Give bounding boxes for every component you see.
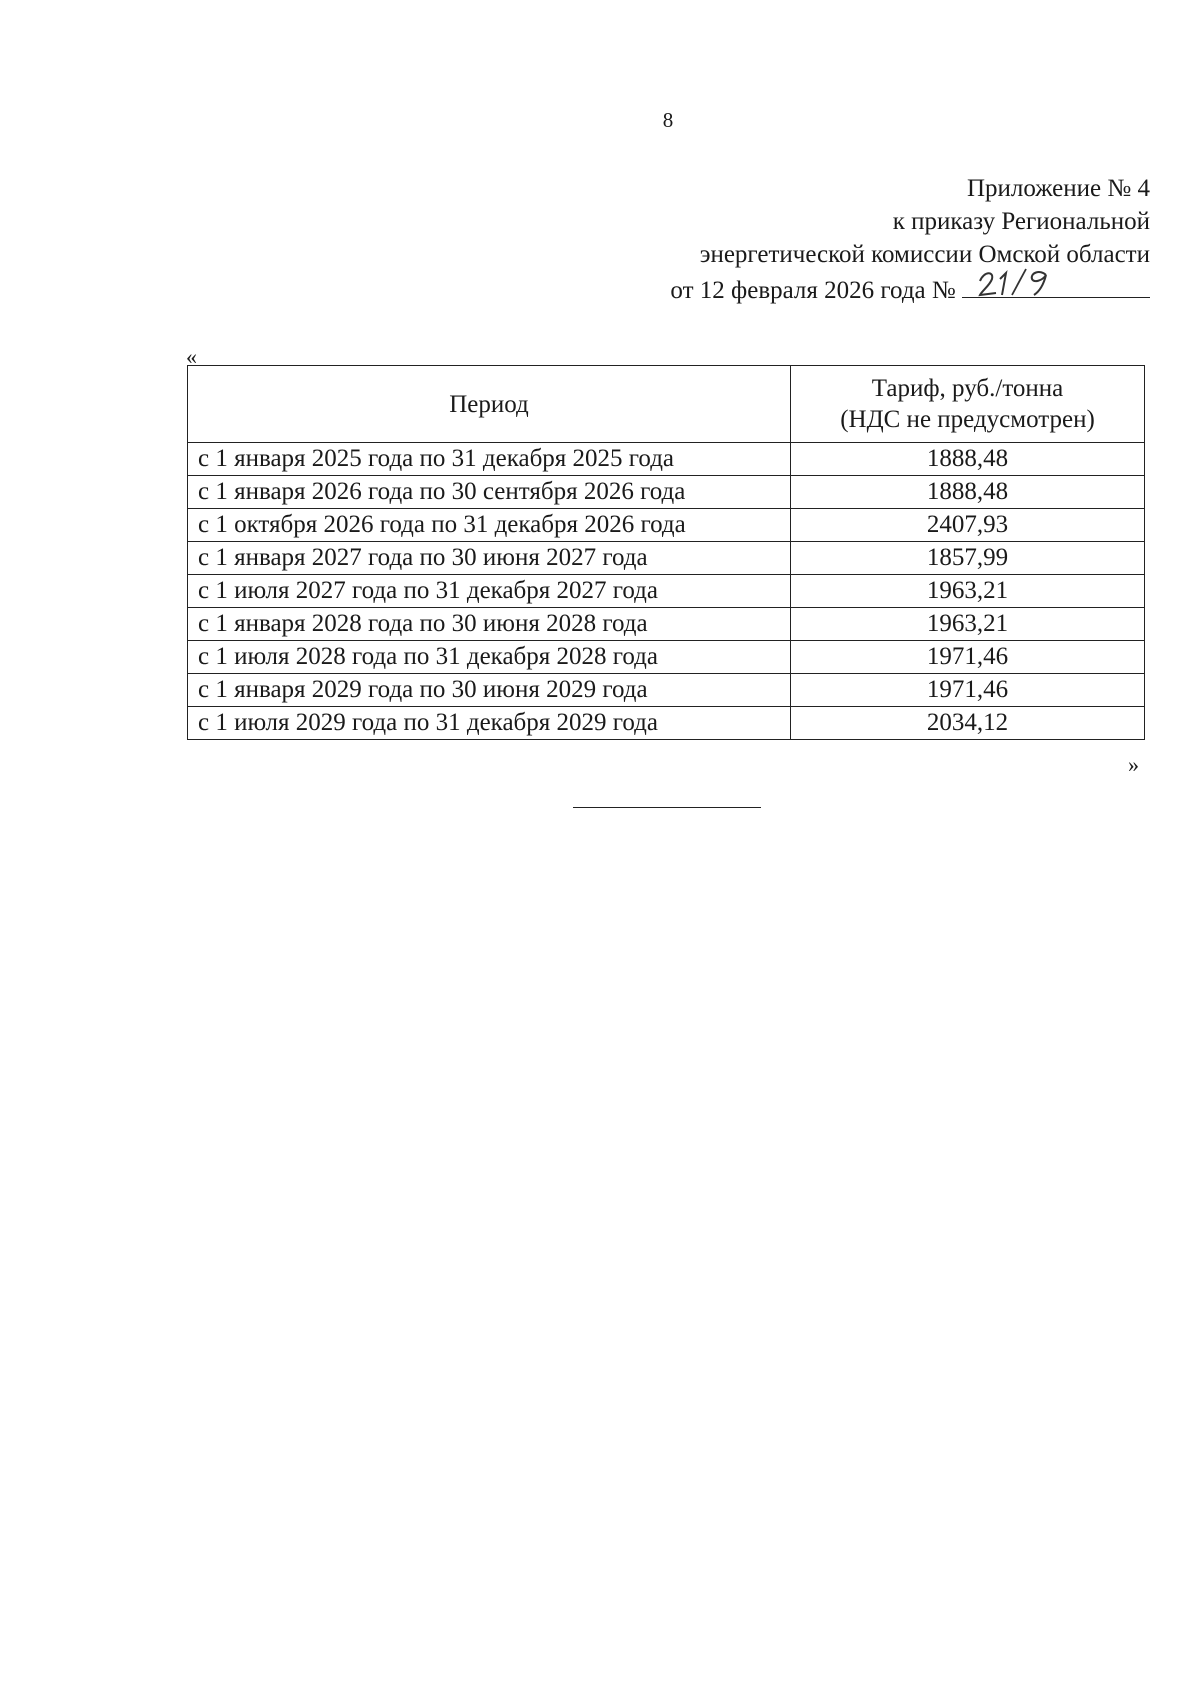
order-date: от 12 февраля 2026 года №	[670, 277, 956, 304]
closing-quote: »	[1128, 752, 1139, 777]
tariff-cell: 1963,21	[791, 575, 1145, 608]
tariff-cell: 2034,12	[791, 707, 1145, 740]
tariff-cell: 1888,48	[791, 476, 1145, 509]
appendix-header	[670, 172, 1150, 307]
table-row	[188, 575, 1145, 608]
table-row	[188, 476, 1145, 509]
table-header-row	[188, 366, 1145, 443]
tariff-table	[187, 365, 1145, 740]
tariff-cell: 1971,46	[791, 674, 1145, 707]
tariff-cell: 1857,99	[791, 542, 1145, 575]
period-cell: с 1 января 2029 года по 30 июня 2029 года	[188, 674, 791, 707]
appendix-line-4	[670, 271, 1150, 307]
header-period: Период	[188, 366, 791, 443]
opening-quote: «	[186, 344, 197, 369]
page-number: 8	[662, 108, 674, 132]
period-cell: с 1 июля 2027 года по 31 декабря 2027 года	[188, 575, 791, 608]
table-row	[188, 542, 1145, 575]
table-row	[188, 707, 1145, 740]
tariff-cell: 2407,93	[791, 509, 1145, 542]
period-cell: с 1 октября 2026 года по 31 декабря 2026 года	[188, 509, 791, 542]
period-cell: с 1 января 2025 года по 31 декабря 2025 года	[188, 443, 791, 476]
header-tariff	[791, 366, 1145, 443]
period-cell: с 1 января 2026 года по 30 сентября 2026 года	[188, 476, 791, 509]
appendix-title: Приложение № 4	[966, 175, 1150, 202]
period-cell: с 1 января 2027 года по 30 июня 2027 года	[188, 542, 791, 575]
table-row	[188, 509, 1145, 542]
tariff-cell: 1971,46	[791, 641, 1145, 674]
header-tariff-line-1: Тариф, руб./тонна	[871, 375, 1064, 402]
period-cell: с 1 января 2028 года по 30 июня 2028 года	[188, 608, 791, 641]
tariff-cell: 1963,21	[791, 608, 1145, 641]
handwritten-order-number	[976, 265, 1056, 299]
header-tariff-line-2: (НДС не предусмотрен)	[840, 406, 1095, 433]
table-row	[188, 608, 1145, 641]
table-row	[188, 443, 1145, 476]
appendix-line-3: энергетической комиссии Омской области	[699, 241, 1150, 268]
end-divider	[573, 807, 761, 808]
table-row	[188, 641, 1145, 674]
appendix-line-2: к приказу Региональной	[892, 208, 1150, 235]
period-cell: с 1 июля 2029 года по 31 декабря 2029 года	[188, 707, 791, 740]
period-cell: с 1 июля 2028 года по 31 декабря 2028 года	[188, 641, 791, 674]
order-number-field	[962, 271, 1150, 298]
table-row	[188, 674, 1145, 707]
tariff-cell: 1888,48	[791, 443, 1145, 476]
